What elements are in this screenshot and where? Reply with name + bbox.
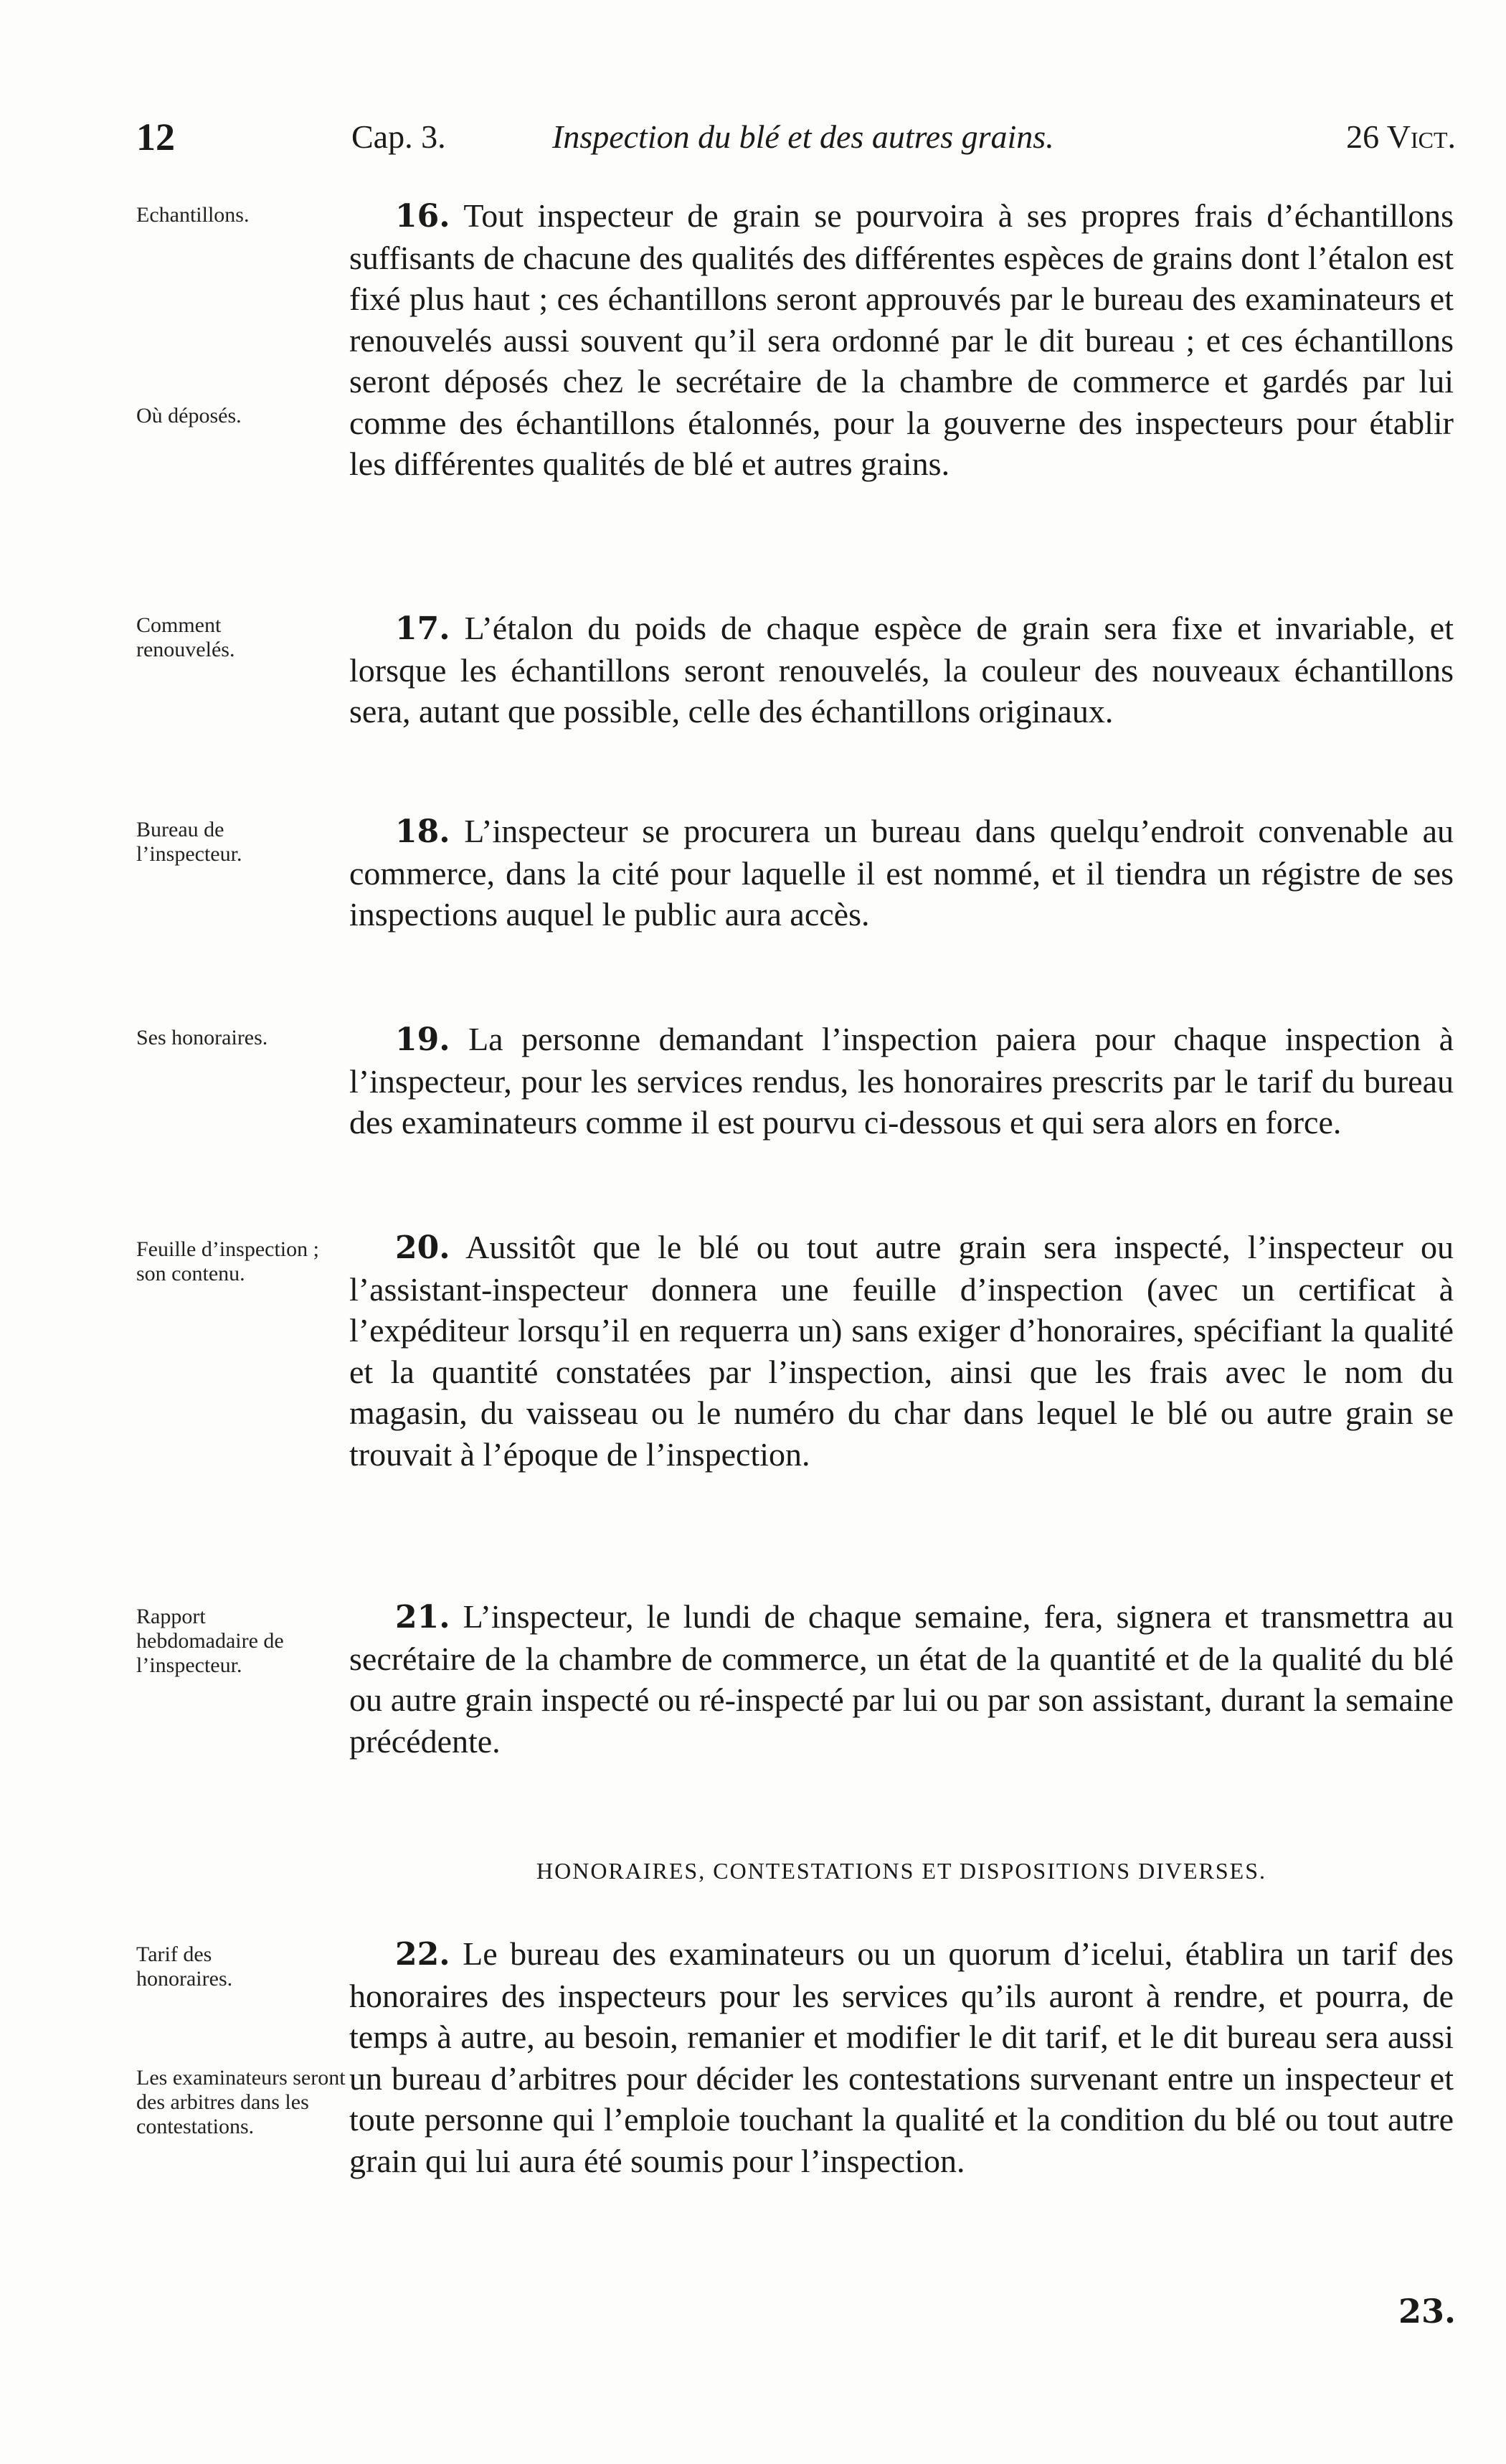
section-text: Le bureau des examinateurs ou un quorum d’icelui, établira un tarif des honoraires des inspecteurs pour les services qu’ils auront à rendre, et pourra, de temps à autre, au besoin, remanier et modifier le dit tarif, et le dit bureau sera aussi un bureau d’arbitres pour décider les contestations survenant entre un inspecteur et toute personne qui l’emploie touchant la qualité et la condition du blé ou tout autre grain qui lui aura été soumis pour l’inspection. bbox=[349, 1935, 1454, 2179]
margin-note-comment-renouveles: Comment renouvelés. bbox=[136, 613, 235, 661]
section-number: 20. bbox=[395, 1229, 450, 1266]
section-number: 18. bbox=[395, 813, 450, 850]
section-number: 19. bbox=[395, 1021, 450, 1058]
chapter-label: Cap. 3. bbox=[351, 118, 446, 155]
margin-note-ou-deposes: Où déposés. bbox=[136, 404, 242, 428]
section-19 bbox=[349, 1019, 1454, 1143]
section-17 bbox=[349, 608, 1454, 732]
section-subheading: HONORAIRES, CONTESTATIONS ET DISPOSITIONS DIVERSES. bbox=[536, 1858, 1266, 1884]
page-number: 12 bbox=[136, 115, 175, 159]
section-20 bbox=[349, 1227, 1454, 1475]
section-18 bbox=[349, 811, 1454, 935]
margin-note-tarif: Tarif des honoraires. bbox=[136, 1943, 233, 1991]
section-16 bbox=[349, 195, 1454, 485]
margin-note-echantillons: Echantillons. bbox=[136, 203, 250, 227]
section-text: L’inspecteur se procurera un bureau dans quelqu’endroit convenable au commerce, dans la cité pour laquelle il est nommé, et il tiendra un régistre de ses inspections auquel le public aura accès. bbox=[349, 813, 1454, 933]
running-title: Inspection du blé et des autres grains. bbox=[552, 118, 1054, 155]
section-text: Tout inspecteur de grain se pourvoira à ses propres frais d’échantillons suffisants de chacune des qualités des différentes espèces de grains dont l’étalon est fixé plus haut ; ces échantillons seront approuvés par le bureau des examinateurs et renouvelés aussi souvent qu’il sera ordonné par le dit bureau ; et ces échantillons seront déposés chez le secrétaire de la chambre de commerce et gardés par lui comme des échantillons étalonnés, pour la gouverne des inspecteurs pour établir les différentes qualités de blé et autres grains. bbox=[349, 197, 1454, 482]
section-text: L’étalon du poids de chaque espèce de grain sera fixe et invariable, et lorsque les échantillons seront renouvelés, la couleur des nouveaux échantillons sera, autant que possible, celle des échantillons originaux. bbox=[349, 610, 1454, 730]
margin-note-honoraires: Ses honoraires. bbox=[136, 1026, 268, 1049]
section-22 bbox=[349, 1933, 1454, 2181]
margin-note-examinateurs-arbitres: Les examinateurs seront des arbitres dans les contestations. bbox=[136, 2066, 346, 2138]
section-text: L’inspecteur, le lundi de chaque semaine, fera, signera et transmettra au secrétaire de la chambre de commerce, un état de la quantité et de la qualité du blé ou autre grain inspecté ou ré-inspecté par lui ou par son assistant, durant la semaine précédente. bbox=[349, 1598, 1454, 1760]
margin-note-feuille-inspection: Feuille d’inspection ; son contenu. bbox=[136, 1237, 319, 1285]
running-header bbox=[136, 115, 1456, 165]
margin-note-rapport-hebdomadaire: Rapport hebdomadaire de l’inspecteur. bbox=[136, 1605, 284, 1677]
section-number: 21. bbox=[395, 1599, 450, 1635]
section-number: 17. bbox=[395, 610, 450, 647]
section-text: Aussitôt que le blé ou tout autre grain sera inspecté, l’inspecteur ou l’assistant-inspecteur donnera une feuille d’inspection (avec un certificat à l’expéditeur lorsqu’il en requerra un) sans exiger d’honoraires, spécifiant la qualité et la quantité constatées par l’inspection, ainsi que les frais avec le nom du magasin, du vaisseau ou le numéro du char dans lequel le blé ou autre grain se trouvait à l’époque de l’inspection. bbox=[349, 1229, 1454, 1473]
section-text: La personne demandant l’inspection paiera pour chaque inspection à l’inspecteur, pour les services rendus, les honoraires prescrits par le tarif du bureau des examinateurs comme il est pourvu ci-dessous et qui sera alors en force. bbox=[349, 1021, 1454, 1141]
margin-note-bureau-inspecteur: Bureau de l’inspecteur. bbox=[136, 818, 242, 866]
section-21 bbox=[349, 1596, 1454, 1762]
regnal-year: 26 Vict. bbox=[1346, 118, 1456, 155]
section-number: 22. bbox=[395, 1936, 450, 1973]
catchword: 23. bbox=[1398, 2292, 1456, 2331]
section-number: 16. bbox=[395, 198, 450, 235]
